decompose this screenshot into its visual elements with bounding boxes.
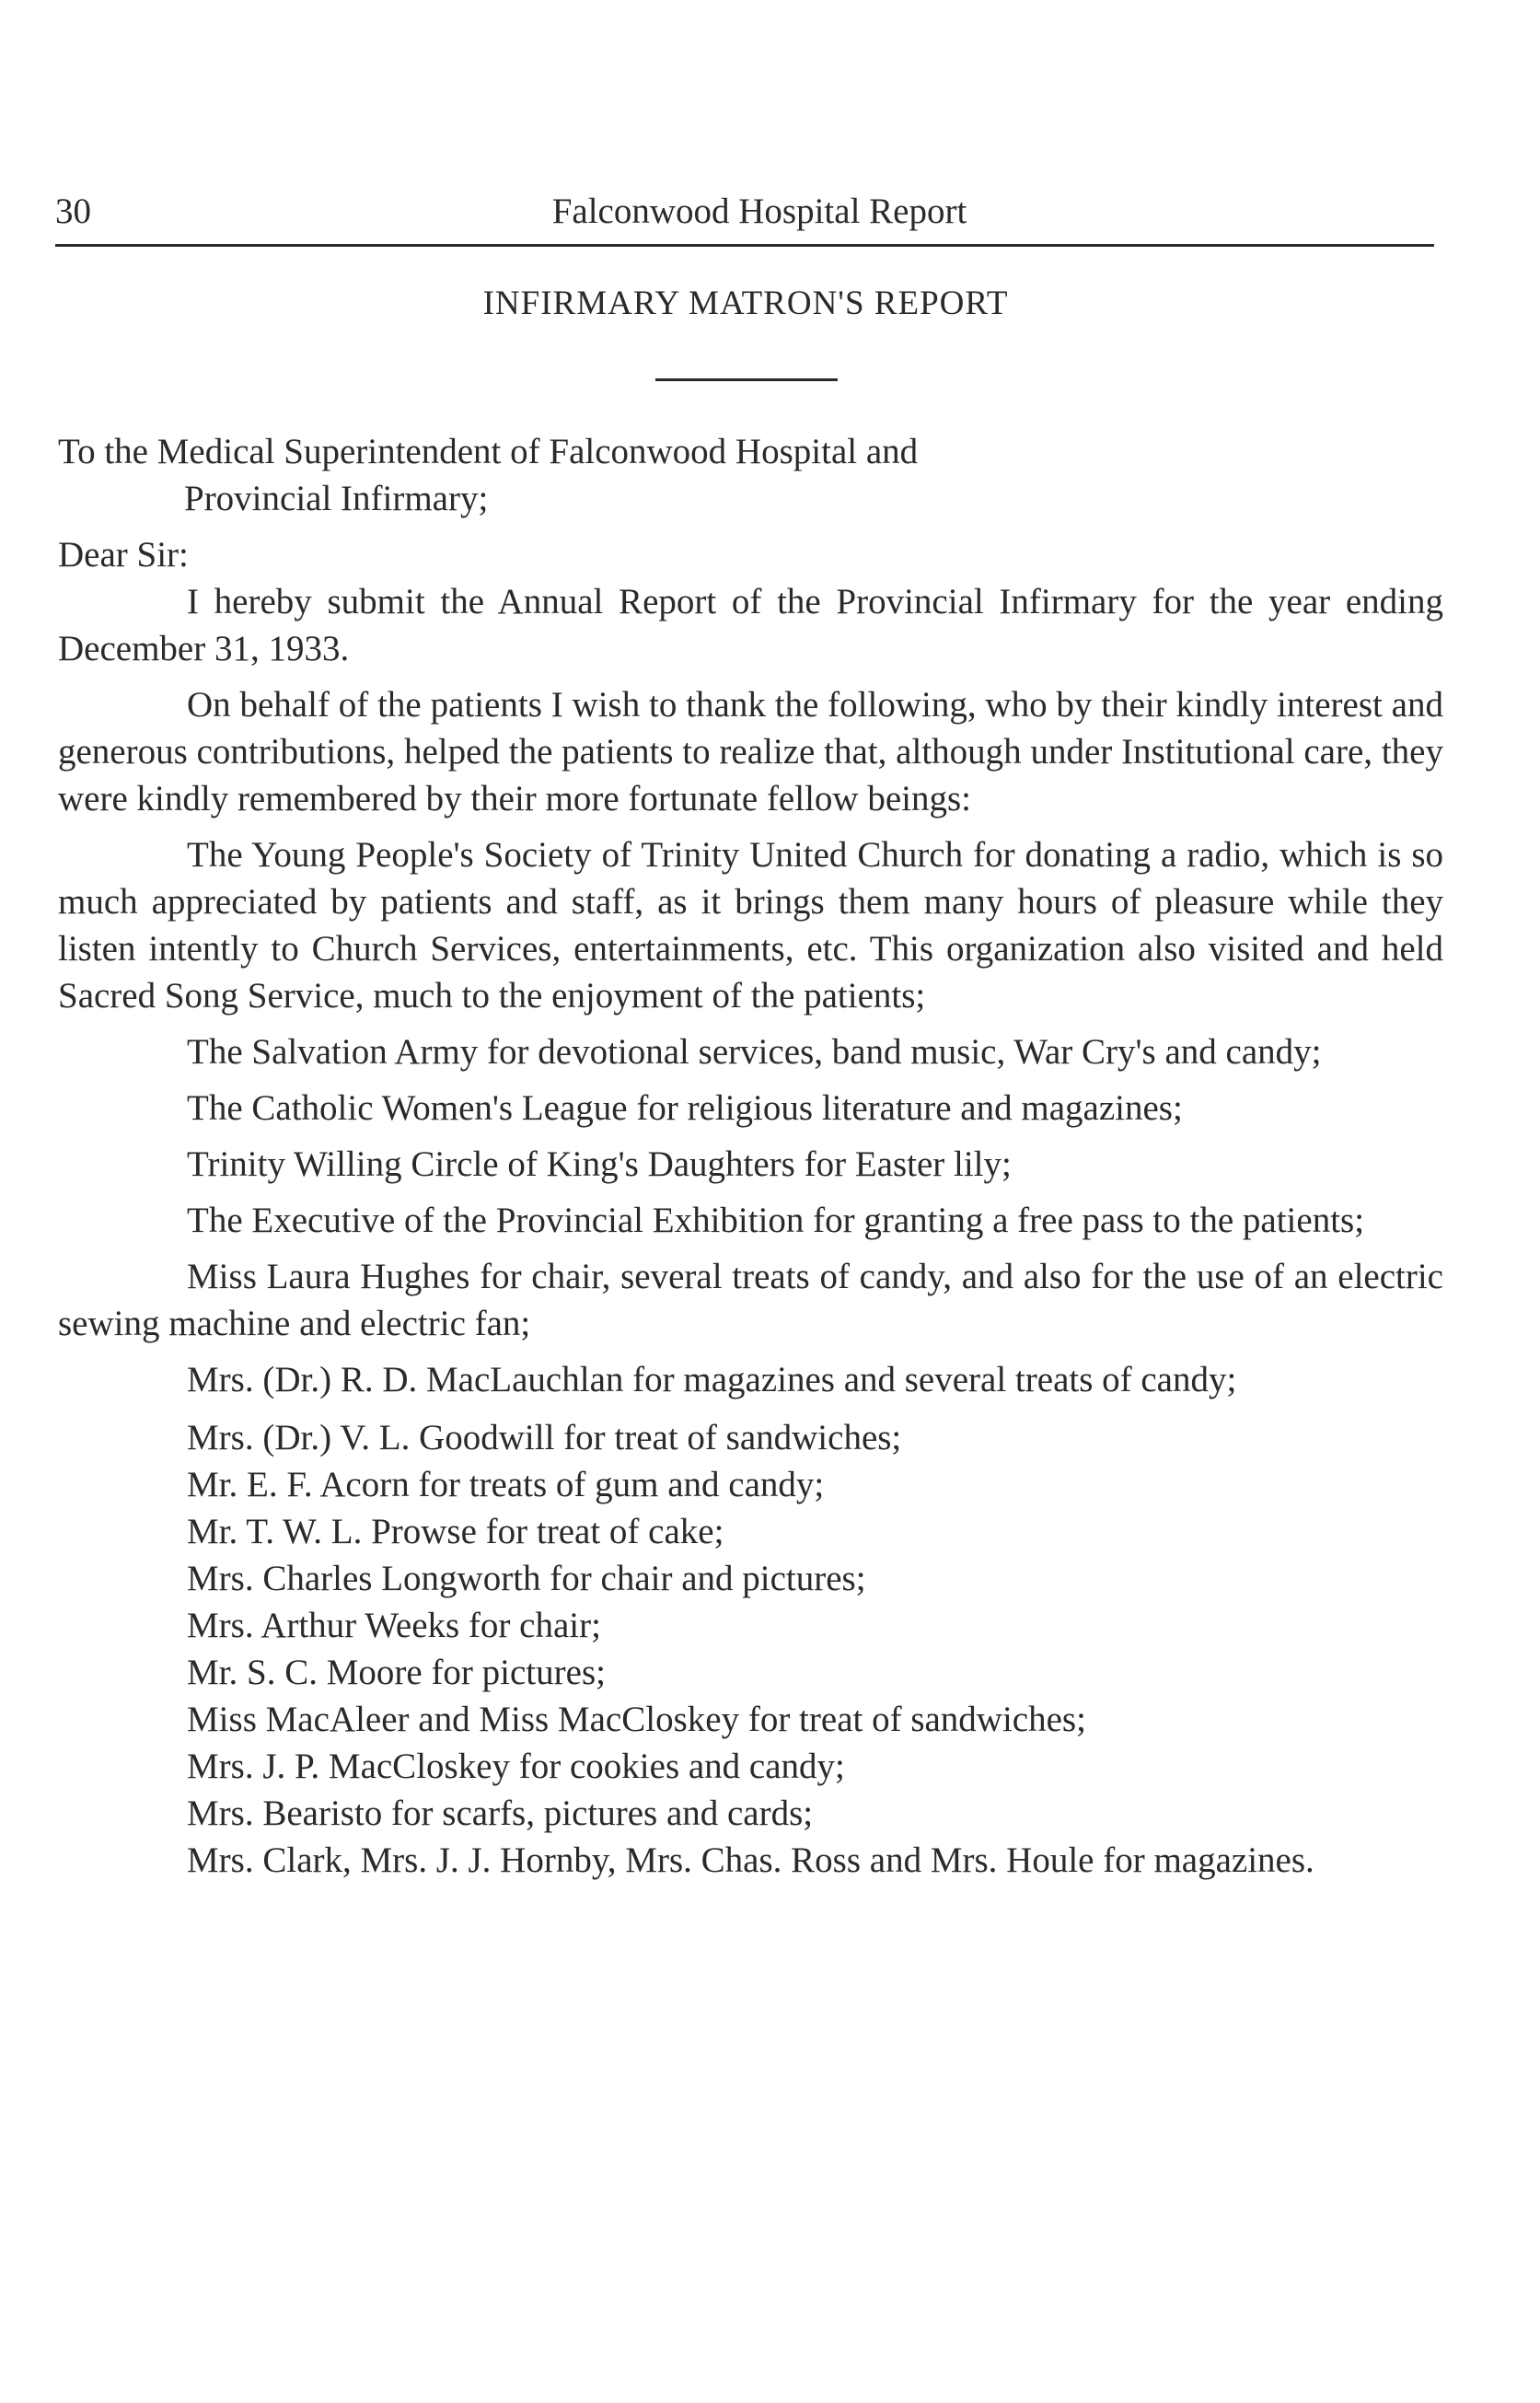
list-item: Mr. E. F. Acorn for treats of gum and candy; [187,1465,825,1504]
paragraph: The Catholic Women's League for religious literature and magazines; [187,1088,1183,1128]
title-divider [655,378,838,381]
list-item: Mrs. Arthur Weeks for chair; [187,1606,601,1645]
salutation: Dear Sir: [58,535,189,575]
address-line-1: To the Medical Superintendent of Falconwood Hospital and [58,432,919,471]
page-number: 30 [55,192,91,231]
list-item: Mrs. J. P. MacCloskey for cookies and candy; [187,1747,845,1786]
list-item: Mrs. (Dr.) V. L. Goodwill for treat of sandwiches; [187,1418,902,1457]
header-rule [55,244,1434,247]
paragraph: Mrs. (Dr.) R. D. MacLauchlan for magazines and several treats of candy; [187,1360,1237,1399]
paragraph: On behalf of the patients I wish to thank the following, who by their kindly interest and generous contributions, helped the patients to realize that, although under Institutional care, they were kindly remembered by their more fortunate fellow beings: [58,685,1443,818]
list-item: Mrs. Bearisto for scarfs, pictures and cards; [187,1794,814,1833]
paragraph: I hereby submit the Annual Report of the Provincial Infirmary for the year ending December 31, 1933. [58,582,1443,668]
running-title: Falconwood Hospital Report [551,192,967,231]
paragraph: Miss Laura Hughes for chair, several treats of candy, and also for the use of an electric sewing machine and electric fan; [58,1257,1443,1343]
paragraph: Trinity Willing Circle of King's Daughters for Easter lily; [187,1144,1012,1184]
list-item: Miss MacAleer and Miss MacCloskey for treat of sandwiches; [187,1700,1086,1739]
paragraph: The Young People's Society of Trinity United Church for donating a radio, which is so much appreciated by patients and staff, as it brings them many hours of pleasure while they listen intently to Church Services, entertainments, etc. This organization also visited and held Sacred Song Service, much to the enjoyment of the patients; [58,835,1443,1016]
closing-paragraph: Mrs. Clark, Mrs. J. J. Hornby, Mrs. Chas. Ross and Mrs. Houle for magazines. [187,1840,1314,1880]
paragraph: The Salvation Army for devotional services, band music, War Cry's and candy; [187,1032,1322,1072]
list-item: Mr. T. W. L. Prowse for treat of cake; [187,1512,724,1551]
page-header [55,184,1436,239]
list-item: Mr. S. C. Moore for pictures; [187,1653,606,1692]
report-body [58,428,1443,1884]
address-line-2: Provincial Infirmary; [184,479,489,518]
paragraph: The Executive of the Provincial Exhibition for granting a free pass to the patients; [187,1201,1365,1240]
section-title: INFIRMARY MATRON'S REPORT [482,284,1009,322]
list-item: Mrs. Charles Longworth for chair and pictures; [187,1559,866,1598]
